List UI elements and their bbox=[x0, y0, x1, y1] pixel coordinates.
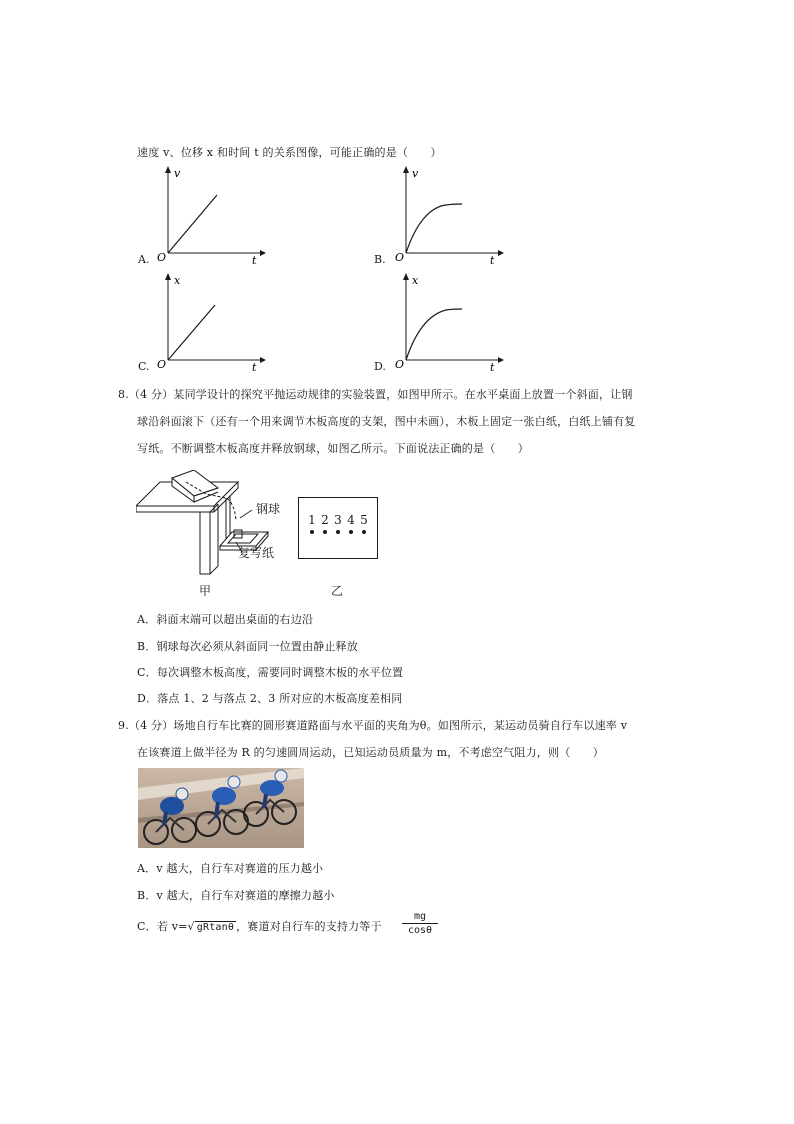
landing-point-2 bbox=[320, 514, 330, 534]
option-d-letter: D. bbox=[374, 360, 386, 373]
option-c-middle: ，赛道对自行车的支持力等于 bbox=[236, 920, 382, 933]
graph-b-ylabel: v bbox=[412, 167, 419, 180]
landing-point-dot bbox=[362, 530, 366, 534]
graph-c-xlabel: t bbox=[252, 361, 257, 372]
landing-point-dot bbox=[349, 530, 353, 534]
question-8-option-d: D．落点 1、2 与落点 2、3 所对应的木板高度差相同 bbox=[137, 692, 403, 705]
fraction-denominator: cosθ bbox=[407, 925, 433, 936]
label-steel-ball: 钢球 bbox=[256, 502, 281, 516]
landing-point-dot bbox=[310, 530, 314, 534]
option-b-letter: B. bbox=[374, 253, 386, 266]
landing-point-label: 3 bbox=[334, 513, 342, 527]
figure-jia-apparatus bbox=[136, 470, 296, 580]
question-8-line-1: 8.（4 分）某同学设计的探究平抛运动规律的实验装置，如图甲所示。在水平桌面上放置一个斜面，让钢 bbox=[118, 388, 633, 401]
landing-point-4 bbox=[346, 514, 356, 534]
figure-jia-caption: 甲 bbox=[199, 584, 212, 598]
graph-b-curve bbox=[406, 204, 462, 253]
graph-b-xlabel: t bbox=[490, 254, 495, 265]
graph-d-origin: O bbox=[395, 358, 405, 371]
landing-point-label: 1 bbox=[308, 513, 316, 527]
sqrt-symbol: √ bbox=[187, 920, 195, 933]
figure-yi-caption: 乙 bbox=[331, 584, 344, 598]
question-8-option-c: C．每次调整木板高度，需要同时调整木板的水平位置 bbox=[137, 666, 404, 679]
landing-point-dot bbox=[323, 530, 327, 534]
graph-d-xlabel: t bbox=[490, 361, 495, 372]
fraction-numerator: mg bbox=[402, 911, 438, 924]
graph-a-xlabel: t bbox=[252, 254, 257, 265]
question-8-option-b: B．钢球每次必须从斜面同一位置由静止释放 bbox=[137, 640, 359, 653]
graph-b bbox=[388, 165, 508, 265]
question-7-stem: 速度 v、位移 x 和时间 t 的关系图像，可能正确的是（ ） bbox=[137, 146, 442, 159]
graph-a-origin: O bbox=[157, 251, 167, 264]
option-c-prefix: C．若 v= bbox=[137, 920, 188, 933]
question-8-line-3: 写纸。不断调整木板高度并释放钢球，如图乙所示。下面说法正确的是（ ） bbox=[137, 442, 529, 455]
landing-point-3 bbox=[333, 514, 343, 534]
graph-c-ylabel: x bbox=[174, 274, 181, 287]
figure-yi-points bbox=[307, 514, 369, 544]
option-c-letter: C. bbox=[138, 360, 150, 373]
figure-yi-paper bbox=[298, 497, 378, 559]
graph-c-curve bbox=[168, 305, 215, 360]
graph-a-curve bbox=[168, 195, 217, 253]
question-8-line-2: 球沿斜面滚下（还有一个用来调节木板高度的支架，图中未画），木板上固定一张白纸，白纸上铺有复 bbox=[137, 415, 636, 428]
landing-point-1 bbox=[307, 514, 317, 534]
graph-a bbox=[150, 165, 270, 265]
option-a-letter: A. bbox=[138, 253, 150, 266]
landing-point-dot bbox=[336, 530, 340, 534]
graph-b-origin: O bbox=[395, 251, 405, 264]
label-carbon-paper: 复写纸 bbox=[238, 546, 275, 560]
graph-a-ylabel: v bbox=[174, 167, 181, 180]
graph-d bbox=[388, 272, 508, 372]
question-9-option-b: B．v 越大，自行车对赛道的摩擦力越小 bbox=[137, 889, 335, 902]
graph-d-curve bbox=[406, 309, 462, 360]
graph-c-origin: O bbox=[157, 358, 167, 371]
cyclists-photo bbox=[138, 768, 304, 848]
question-9-line-1: 9.（4 分）场地自行车比赛的圆形赛道路面与水平面的夹角为θ。如图所示，某运动员骑自行车以速率 v bbox=[118, 719, 628, 732]
landing-point-label: 4 bbox=[347, 513, 355, 527]
question-9-option-c bbox=[137, 918, 382, 934]
question-9-option-a: A．v 越大，自行车对赛道的压力越小 bbox=[137, 862, 324, 875]
question-9-line-2: 在该赛道上做半径为 R 的匀速圆周运动，已知运动员质量为 m，不考虑空气阻力，则（ ） bbox=[137, 746, 604, 759]
fraction-mg-over-cos bbox=[402, 911, 438, 937]
landing-point-label: 5 bbox=[360, 513, 368, 527]
landing-point-5 bbox=[359, 514, 369, 534]
question-8-option-a: A．斜面末端可以超出桌面的右边沿 bbox=[137, 613, 314, 626]
landing-point-label: 2 bbox=[321, 513, 329, 527]
graph-d-ylabel: x bbox=[412, 274, 419, 287]
sqrt-radicand: gRtanθ bbox=[196, 922, 235, 933]
graph-c bbox=[150, 272, 270, 372]
